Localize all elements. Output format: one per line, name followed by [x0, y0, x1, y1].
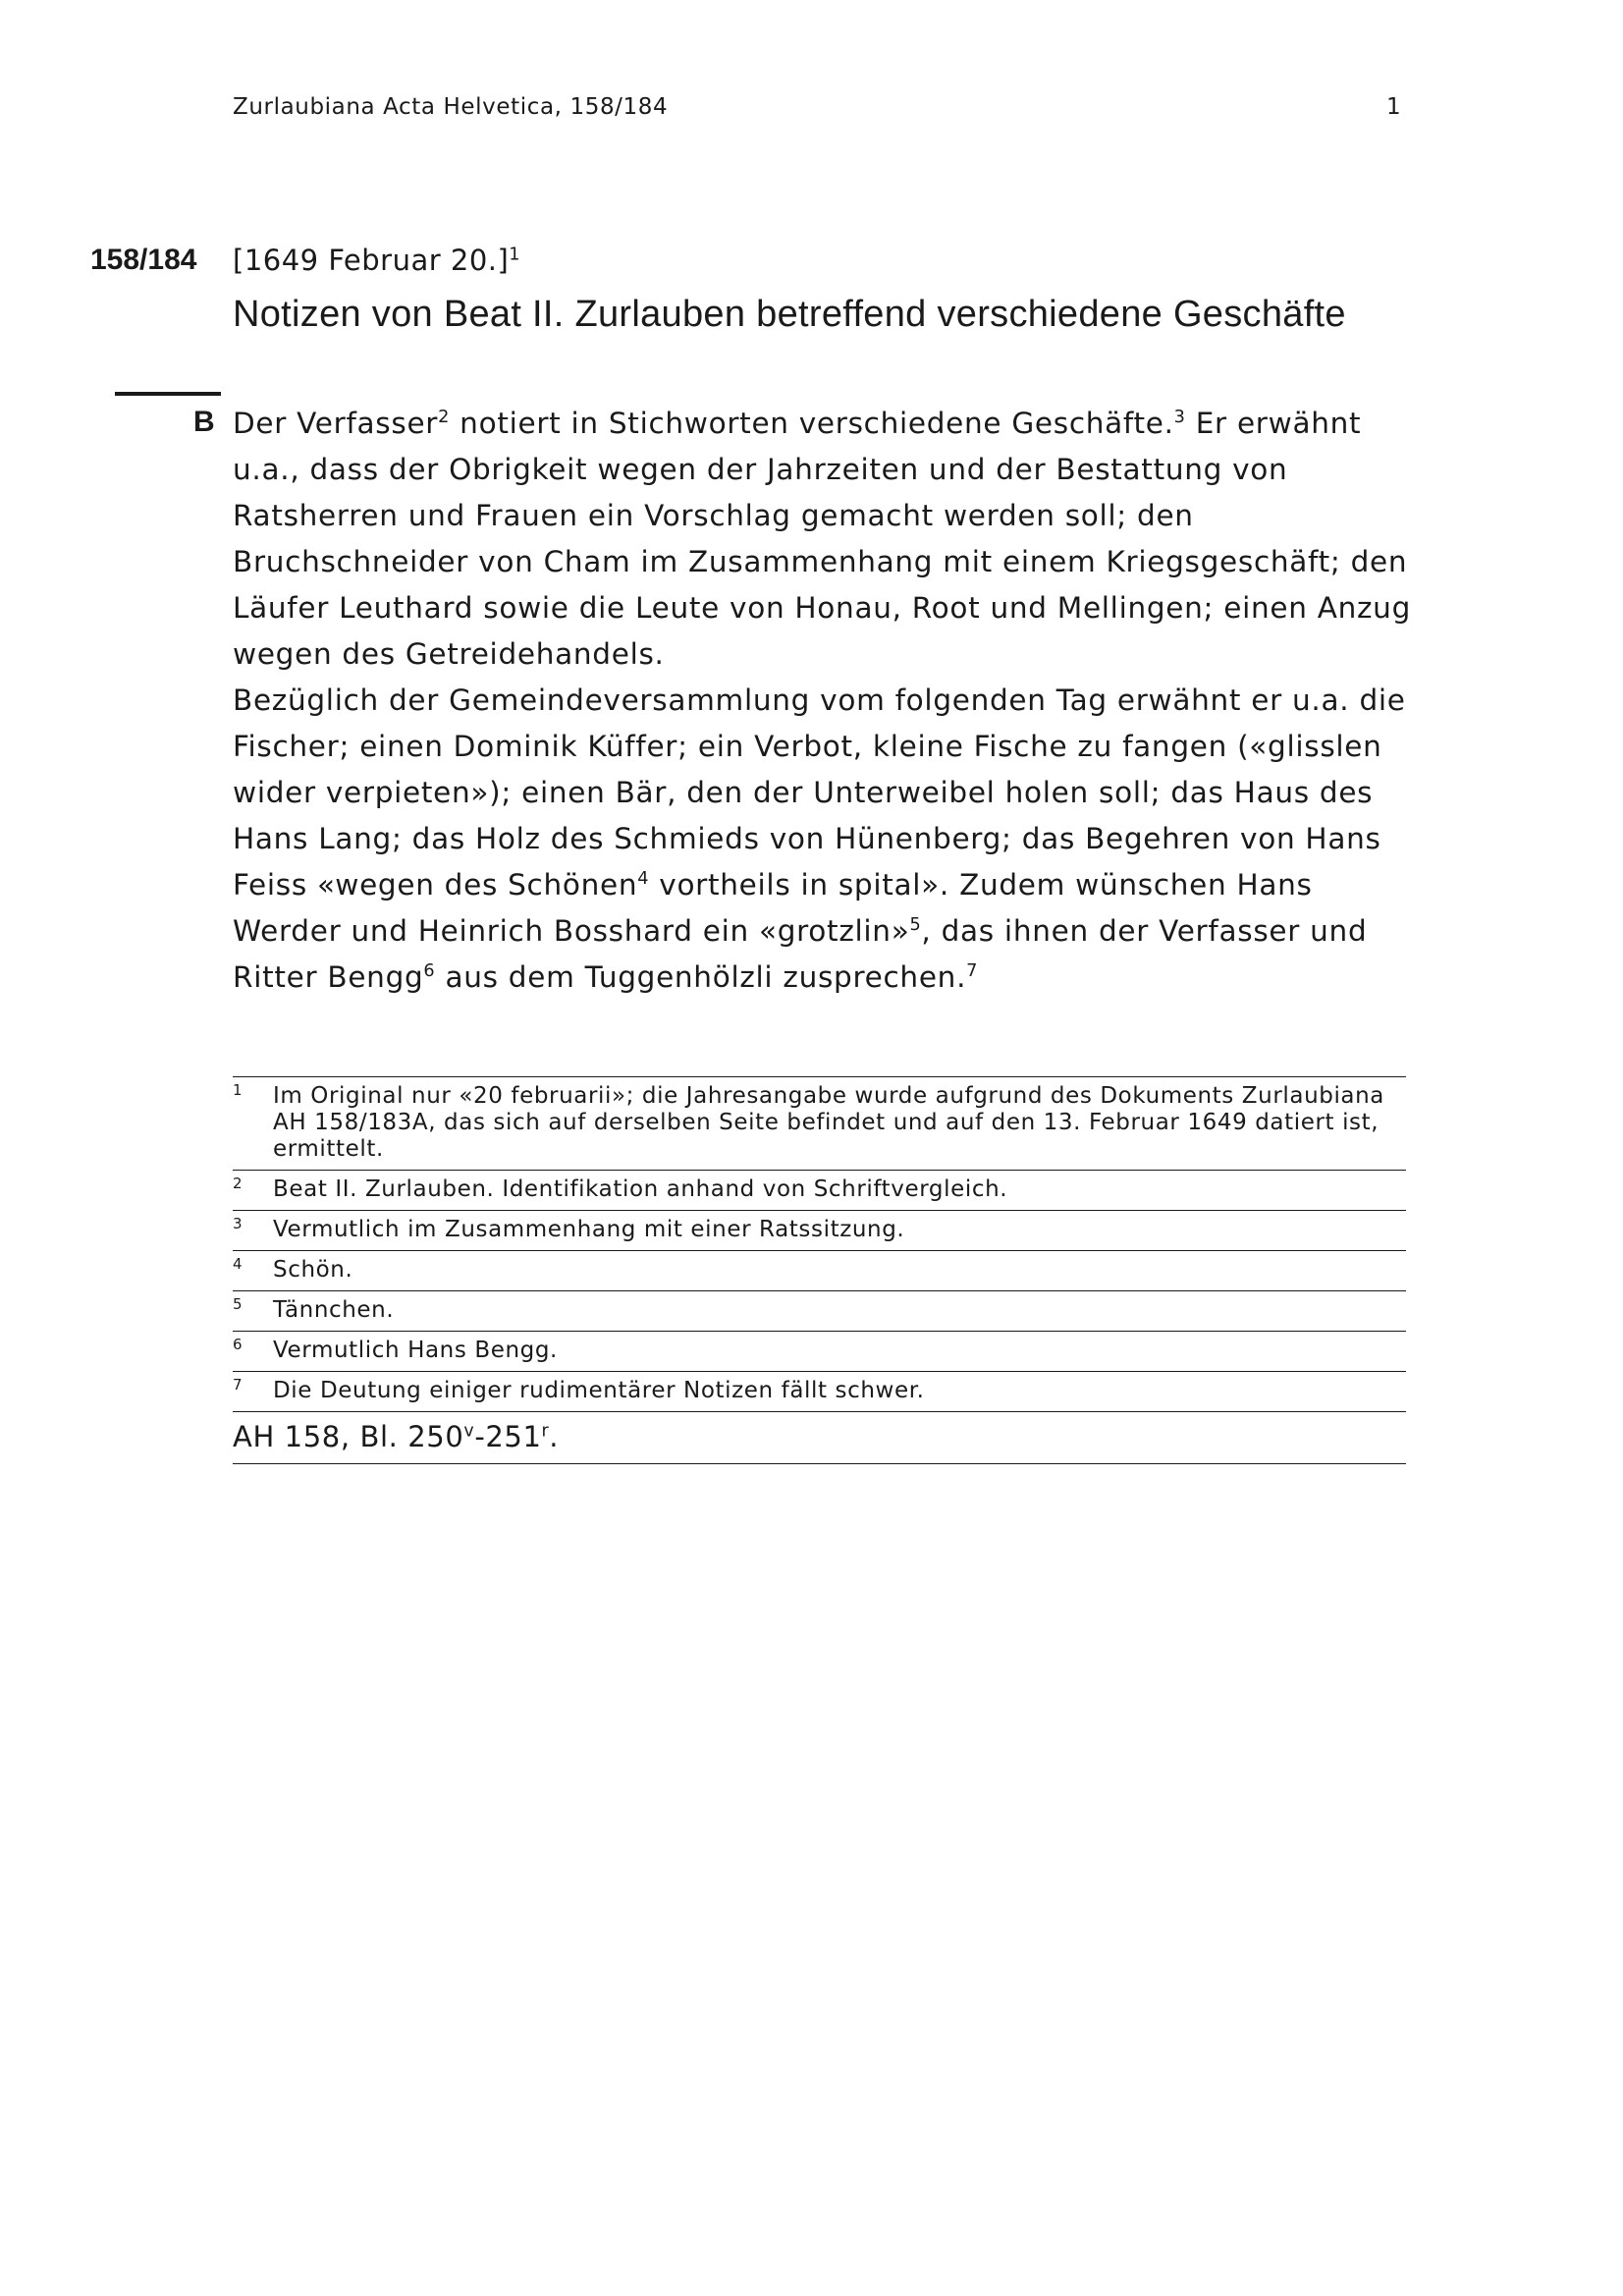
footnote [233, 1290, 1406, 1331]
footnote-text: Schön. [273, 1257, 353, 1283]
footnote-ref[interactable]: 4 [637, 869, 650, 890]
section-marker: B [193, 406, 215, 438]
footnote-text: Beat II. Zurlauben. Identifikation anhand von Schriftvergleich. [273, 1176, 1008, 1202]
text-run: notiert in Stichworten verschiedene Geschäfte. [450, 407, 1174, 440]
footnote-ref[interactable]: 1 [509, 245, 520, 265]
source-text: AH 158, Bl. 250 [233, 1420, 464, 1453]
document-number: 158/184 [90, 244, 197, 276]
source-sup: r [541, 1421, 550, 1442]
footnote-number: 5 [233, 1295, 243, 1313]
footnote [233, 1076, 1406, 1170]
footnote [233, 1250, 1406, 1290]
footnote [233, 1210, 1406, 1250]
paragraph-1 [233, 401, 1411, 678]
text-run: Bezüglich der Gemeindeversammlung vom folgenden Tag erwähnt er u.a. die Fischer; einen Dominik Küffer; ein Verbot, kleine Fische zu fangen («glisslen wider verpieten»); einen Bär, den der Unterweibel holen soll; das Haus des Hans Lang; das Holz des Schmieds von Hünenberg; das Begehren von Hans Feiss «wegen des Schönen [233, 683, 1406, 902]
source-text: . [549, 1420, 560, 1453]
footnotes [233, 1076, 1406, 1464]
source-reference [233, 1411, 1406, 1464]
text-run: aus dem Tuggenhölzli zusprechen. [435, 960, 967, 994]
text-run: Er erwähnt u.a., dass der Obrigkeit wegen der Jahrzeiten und der Bestattung von Ratsherren und Frauen ein Vorschlag gemacht werden soll; den Bruchschneider von Cham im Zusammenhang mit einem Kriegsgeschäft; den Läufer Leuthard sowie die Leute von Honau, Root und Mellingen; einen Anzug wegen des Getreidehandels. [233, 407, 1412, 671]
running-title: Zurlaubiana Acta Helvetica, 158/184 [233, 94, 669, 120]
footnote-text: Vermutlich Hans Bengg. [273, 1338, 558, 1363]
source-text: -251 [474, 1420, 542, 1453]
footnote-number: 2 [233, 1175, 243, 1192]
footnote-ref[interactable]: 5 [909, 915, 922, 936]
footnote-number: 4 [233, 1255, 243, 1273]
footnote-text: Die Deutung einiger rudimentärer Notizen fällt schwer. [273, 1378, 925, 1403]
footnote-text: Tännchen. [273, 1297, 395, 1323]
page-number: 1 [1386, 94, 1401, 120]
footnote-ref[interactable]: 7 [966, 961, 979, 982]
footnote-ref[interactable]: 3 [1173, 408, 1186, 428]
footnote-ref[interactable]: 2 [438, 408, 451, 428]
footnote-text: Im Original nur «20 februarii»; die Jahresangabe wurde aufgrund des Dokuments Zurlaubiana AH 158/183A, das sich auf derselben Seite befindet und auf den 13. Februar 1649 datiert ist, ermittelt. [273, 1083, 1384, 1162]
footnote-ref[interactable]: 6 [423, 961, 436, 982]
paragraph-2 [233, 678, 1411, 1001]
footnote [233, 1331, 1406, 1371]
footnote [233, 1170, 1406, 1210]
regest-body [233, 401, 1411, 1001]
footnote-number: 1 [233, 1081, 243, 1099]
text-run: Der Verfasser [233, 407, 439, 440]
text-run: vortheils in spital». Zudem wünschen Hans Werder und Heinrich Bosshard ein «grotzlin» [233, 868, 1313, 948]
footnote-number: 3 [233, 1215, 243, 1232]
footnote-number: 7 [233, 1376, 243, 1394]
footnote [233, 1371, 1406, 1411]
footnote-text: Vermutlich im Zusammenhang mit einer Ratssitzung. [273, 1217, 905, 1242]
footnote-number: 6 [233, 1336, 243, 1353]
section-divider [115, 392, 221, 396]
document-title: Notizen von Beat II. Zurlauben betreffend verschiedene Geschäfte [233, 294, 1346, 335]
text-run: , das ihnen der Verfasser und Ritter Bengg [233, 914, 1368, 994]
date-text: [1649 Februar 20.] [233, 244, 510, 277]
document-date [233, 244, 520, 277]
source-sup: v [463, 1421, 475, 1442]
